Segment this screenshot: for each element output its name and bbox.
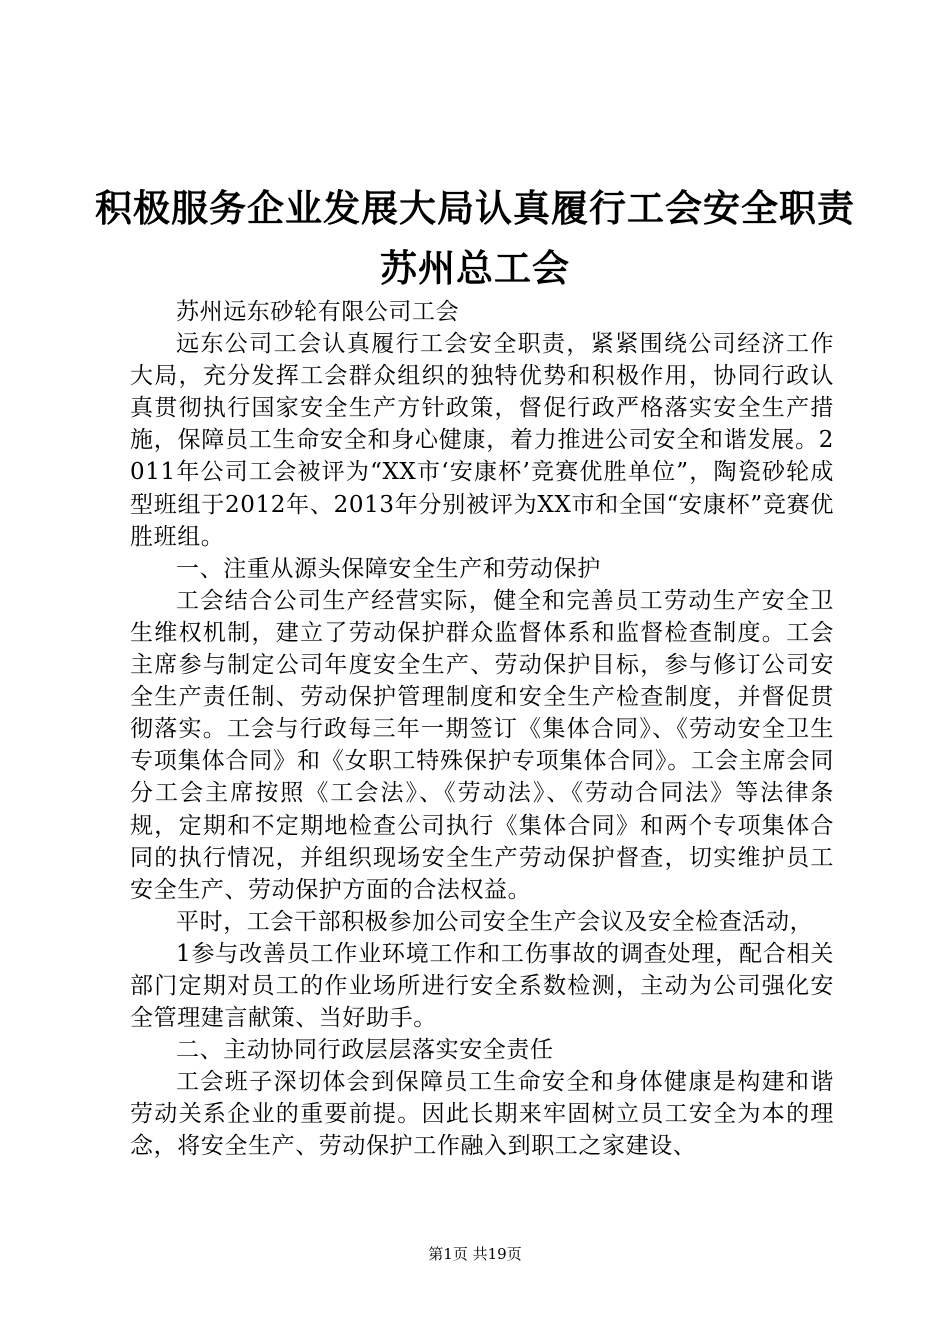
paragraph-author: 苏州远东砂轮有限公司工会 [176,299,460,325]
paragraph-daily-activities: 平时，工会干部积极参加公司安全生产会议及安全检查活动， [176,908,814,935]
paragraph-section-2: 工会班子深切体会到保障员工生命安全和身体健康是构建和谐劳动关系企业的重要前提。因此长期来牢固树立员工安全为本的理念，将安全生产、劳动保护工作融入到职工之家建设、 [130,1069,834,1160]
paragraph-participation: 1参与改善员工作业环境工作和工伤事故的调查处理，配合相关部门定期对员工的作业场所进行安全系数检测，主动为公司强化安全管理建言献策、当好助手。 [130,940,834,1032]
section-heading-1: 一、注重从源头保障安全生产和劳动保护 [176,555,601,582]
page-number-footer: 第1页 共19页 [428,1245,522,1263]
document-title: 积极服务企业发展大局认真履行工会安全职责 [95,186,855,230]
paragraph-intro: 远东公司工会认真履行工会安全职责，紧紧围绕公司经济工作大局，充分发挥工会群众组织的独特优势和积极作用，协同行政认真贯彻执行国家安全生产方针政策，督促行政严格落实安全生产措施，保障员工生命安全和身心健康，着力推进公司安全和谐发展。2011年公司工会被评为“XX市‘安康杯’竞赛优胜单位”，陶瓷砂轮成型班组于2012年、2013年分别被评为XX市和全国“安康杯”竞赛优胜班组。 [130,331,834,550]
paragraph-section-1: 工会结合公司生产经营实际，健全和完善员工劳动生产安全卫生维权机制，建立了劳动保护群众监督体系和监督检查制度。工会主席参与制定公司年度安全生产、劳动保护目标，参与修订公司安全生产责任制、劳动保护管理制度和安全生产检查制度，并督促贯彻落实。工会与行政每三年一期签订《集体合同》、《劳动安全卫生专项集体合同》和《女职工特殊保护专项集体合同》。工会主席会同分工会主席按照《工会法》、《劳动法》、《劳动合同法》等法律条规，定期和不定期地检查公司执行《集体合同》和两个专项集体合同的执行情况，并组织现场安全生产劳动保护督查，切实维护员工安全生产、劳动保护方面的合法权益。 [130,587,834,903]
document-subtitle: 苏州总工会 [380,246,570,290]
document-body [130,296,834,1163]
section-heading-2: 二、主动协同行政层层落实安全责任 [176,1037,554,1064]
